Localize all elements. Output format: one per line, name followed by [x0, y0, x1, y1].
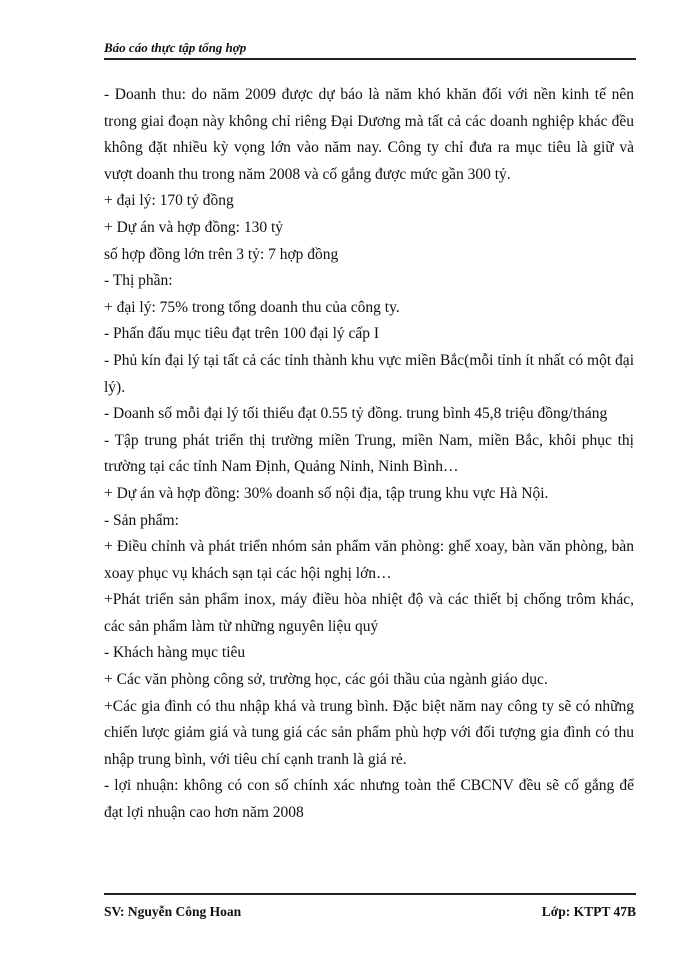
agency-revenue-line: + đại lý: 170 tỷ đồng — [104, 192, 234, 210]
office-customers-line: + Các văn phòng công sở, trường học, các gói thầu của ngành giáo dục. — [104, 671, 548, 689]
household-customers-paragraph: +Các gia đình có thu nhập khá và trung bình. Đặc biệt năm nay công ty sẽ có những chiến lược giảm giá và tung giá các sản phẩm phù hợp với đối tượng gia đình có thu nhập trung bình, với tiêu chí cạnh tranh là giá rẻ. — [104, 697, 634, 768]
header-divider — [104, 58, 636, 60]
inox-products-paragraph: +Phát triển sản phẩm inox, máy điều hòa nhiệt độ và các thiết bị chống trôm khác, các sản phẩm làm từ những nguyên liệu quý — [104, 591, 634, 635]
agency-share-line: + đại lý: 75% trong tổng doanh thu của công ty. — [104, 298, 400, 316]
market-share-heading: - Thị phần: — [104, 272, 173, 290]
footer-student: SV: Nguyễn Công Hoan — [104, 904, 242, 919]
agency-sales-paragraph: - Doanh số mỗi đại lý tối thiểu đạt 0.55 tỷ đồng. trung bình 45,8 triệu đồng/tháng — [104, 405, 608, 423]
footer-class: Lớp: KTPT 47B — [541, 904, 636, 919]
report-body — [104, 82, 634, 827]
footer-divider — [104, 893, 636, 895]
revenue-paragraph: - Doanh thu: do năm 2009 được dự báo là năm khó khăn đối với nền kinh tế nên trong giai đoạn này không chỉ riêng Đại Dương mà tất cả các doanh nghiệp khác đều không đặt nhiều kỳ vọng lớn vào năm nay. Công ty chỉ đưa ra mục tiêu là giữ và vượt doanh thu trong năm 2008 và cố gắng được mức gần 300 tỷ. — [104, 86, 634, 183]
project-revenue-line: + Dự án và hợp đồng: 130 tỷ — [104, 218, 284, 236]
target-customers-heading: - Khách hàng mục tiêu — [104, 644, 246, 662]
domestic-share-line: + Dự án và hợp đồng: 30% doanh số nội địa, tập trung khu vực Hà Nội. — [104, 484, 549, 502]
north-coverage-paragraph: - Phủ kín đại lý tại tất cả các tỉnh thành khu vực miền Bắc(mỗi tỉnh ít nhất có một đại lý). — [104, 351, 634, 396]
page-header-title: Báo cáo thực tập tổng hợp — [104, 40, 247, 55]
page-footer — [104, 904, 636, 920]
products-heading: - Sản phẩm: — [104, 511, 179, 529]
office-products-paragraph: + Điều chỉnh và phát triển nhóm sản phẩm văn phòng: ghế xoay, bàn văn phòng, bàn xoay phục vụ khách sạn tại các hội nghị lớn… — [104, 538, 634, 582]
large-contracts-line: số hợp đồng lớn trên 3 tỷ: 7 hợp đồng — [104, 245, 339, 263]
profit-paragraph: - lợi nhuận: không có con số chính xác nhưng toàn thể CBCNV đều sẽ cố gắng để đạt lợi nhuận cao hơn năm 2008 — [104, 777, 634, 822]
market-focus-paragraph: - Tập trung phát triển thị trường miền Trung, miền Nam, miền Bắc, khôi phục thị trường tại các tỉnh Nam Định, Quảng Ninh, Ninh Bình… — [104, 431, 634, 476]
agency-target-line: - Phấn đấu mục tiêu đạt trên 100 đại lý cấp I — [104, 325, 380, 343]
